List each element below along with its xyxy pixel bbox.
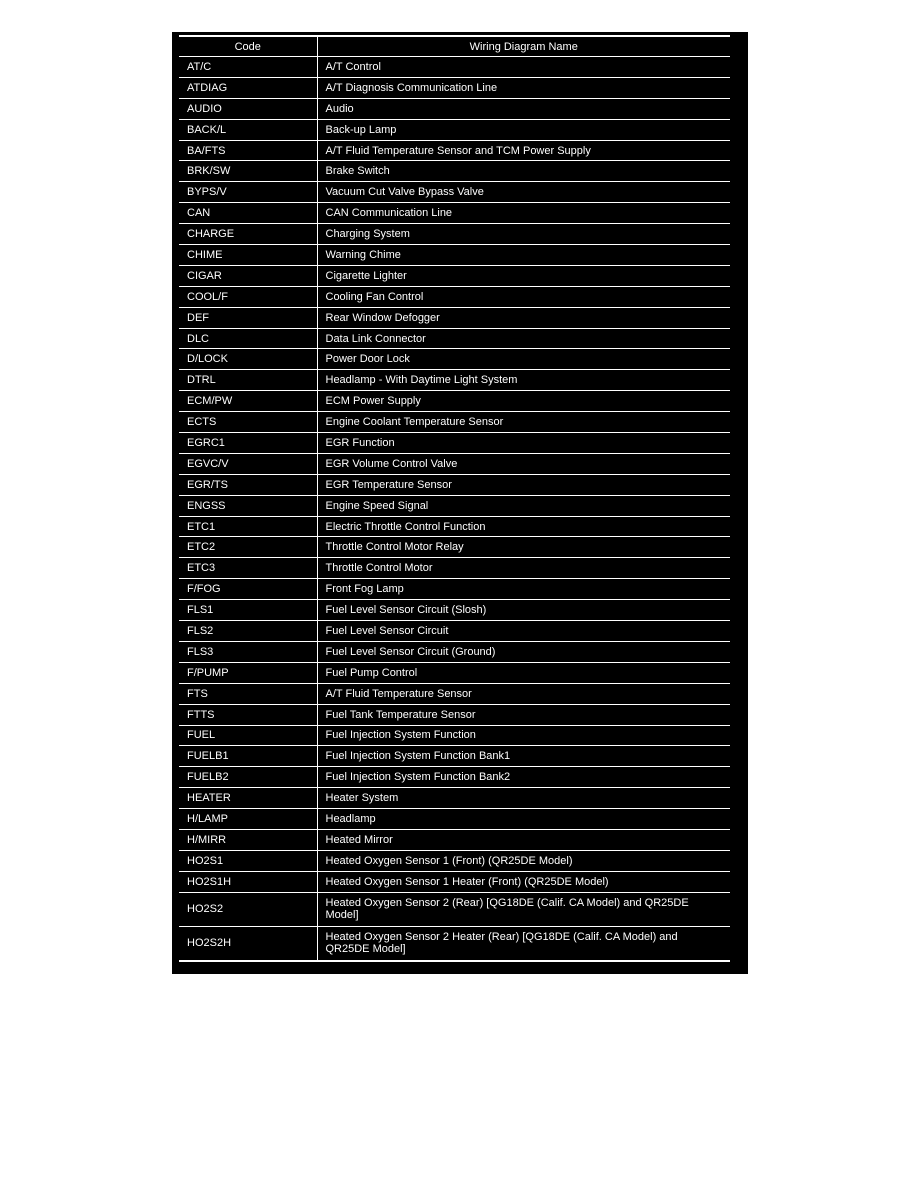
table-row: [179, 926, 730, 961]
row-code: FLS2: [179, 621, 317, 642]
row-wiring-diagram-name: A/T Diagnosis Communication Line: [317, 77, 730, 98]
row-code: CHIME: [179, 245, 317, 266]
row-wiring-diagram-name: Heated Oxygen Sensor 2 (Rear) [QG18DE (Calif. CA Model) and QR25DE Model]: [317, 892, 730, 926]
table-row: [179, 850, 730, 871]
table-row: [179, 474, 730, 495]
table-row: [179, 579, 730, 600]
row-code: FTTS: [179, 704, 317, 725]
row-code: AUDIO: [179, 98, 317, 119]
row-code: COOL/F: [179, 286, 317, 307]
row-code: CAN: [179, 203, 317, 224]
table-row: [179, 495, 730, 516]
row-wiring-diagram-name: Throttle Control Motor Relay: [317, 537, 730, 558]
table-row: [179, 537, 730, 558]
table-row: [179, 767, 730, 788]
row-wiring-diagram-name: Back-up Lamp: [317, 119, 730, 140]
row-code: HO2S2: [179, 892, 317, 926]
row-wiring-diagram-name: A/T Control: [317, 57, 730, 78]
table-row: [179, 265, 730, 286]
table-row: [179, 224, 730, 245]
row-code: ATDIAG: [179, 77, 317, 98]
row-wiring-diagram-name: Cigarette Lighter: [317, 265, 730, 286]
row-wiring-diagram-name: Headlamp - With Daytime Light System: [317, 370, 730, 391]
row-code: FTS: [179, 683, 317, 704]
row-wiring-diagram-name: Fuel Injection System Function Bank2: [317, 767, 730, 788]
row-code: EGRC1: [179, 433, 317, 454]
row-wiring-diagram-name: Fuel Level Sensor Circuit (Slosh): [317, 600, 730, 621]
row-wiring-diagram-name: ECM Power Supply: [317, 391, 730, 412]
header-code: Code: [179, 36, 317, 57]
table-row: [179, 829, 730, 850]
row-wiring-diagram-name: A/T Fluid Temperature Sensor and TCM Power Supply: [317, 140, 730, 161]
row-wiring-diagram-name: Data Link Connector: [317, 328, 730, 349]
row-code: D/LOCK: [179, 349, 317, 370]
table-row: [179, 286, 730, 307]
row-wiring-diagram-name: Headlamp: [317, 809, 730, 830]
row-wiring-diagram-name: Heated Oxygen Sensor 2 Heater (Rear) [QG18DE (Calif. CA Model) and QR25DE Model]: [317, 926, 730, 961]
row-code: HO2S1: [179, 850, 317, 871]
code-table-panel: [172, 32, 748, 974]
row-code: BYPS/V: [179, 182, 317, 203]
row-code: FUELB2: [179, 767, 317, 788]
row-code: FLS1: [179, 600, 317, 621]
row-wiring-diagram-name: Cooling Fan Control: [317, 286, 730, 307]
row-code: ETC3: [179, 558, 317, 579]
row-code: H/MIRR: [179, 829, 317, 850]
row-code: ETC2: [179, 537, 317, 558]
header-wiring-diagram-name: Wiring Diagram Name: [317, 36, 730, 57]
row-code: ECTS: [179, 412, 317, 433]
row-wiring-diagram-name: Fuel Injection System Function Bank1: [317, 746, 730, 767]
table-row: [179, 641, 730, 662]
table-row: [179, 182, 730, 203]
table-row: [179, 77, 730, 98]
table-row: [179, 391, 730, 412]
row-code: DLC: [179, 328, 317, 349]
table-row: [179, 809, 730, 830]
table-row: [179, 558, 730, 579]
table-row: [179, 119, 730, 140]
table-row: [179, 433, 730, 454]
row-wiring-diagram-name: Engine Speed Signal: [317, 495, 730, 516]
table-row: [179, 203, 730, 224]
row-wiring-diagram-name: CAN Communication Line: [317, 203, 730, 224]
row-wiring-diagram-name: Fuel Level Sensor Circuit: [317, 621, 730, 642]
row-code: F/FOG: [179, 579, 317, 600]
row-code: HEATER: [179, 788, 317, 809]
row-wiring-diagram-name: Front Fog Lamp: [317, 579, 730, 600]
row-wiring-diagram-name: A/T Fluid Temperature Sensor: [317, 683, 730, 704]
row-code: FLS3: [179, 641, 317, 662]
row-code: DTRL: [179, 370, 317, 391]
table-row: [179, 349, 730, 370]
row-code: BA/FTS: [179, 140, 317, 161]
row-wiring-diagram-name: Vacuum Cut Valve Bypass Valve: [317, 182, 730, 203]
table-row: [179, 621, 730, 642]
row-code: HO2S1H: [179, 871, 317, 892]
row-code: H/LAMP: [179, 809, 317, 830]
row-code: HO2S2H: [179, 926, 317, 961]
row-wiring-diagram-name: Audio: [317, 98, 730, 119]
table-row: [179, 328, 730, 349]
row-code: BRK/SW: [179, 161, 317, 182]
table-row: [179, 683, 730, 704]
row-wiring-diagram-name: Heated Oxygen Sensor 1 Heater (Front) (QR25DE Model): [317, 871, 730, 892]
row-wiring-diagram-name: Fuel Level Sensor Circuit (Ground): [317, 641, 730, 662]
row-wiring-diagram-name: Warning Chime: [317, 245, 730, 266]
row-code: EGVC/V: [179, 453, 317, 474]
row-code: F/PUMP: [179, 662, 317, 683]
table-body: [179, 57, 730, 961]
wiring-code-table: [179, 35, 730, 962]
table-row: [179, 725, 730, 746]
table-row: [179, 600, 730, 621]
row-wiring-diagram-name: Charging System: [317, 224, 730, 245]
table-row: [179, 412, 730, 433]
row-wiring-diagram-name: EGR Volume Control Valve: [317, 453, 730, 474]
table-row: [179, 370, 730, 391]
row-code: ENGSS: [179, 495, 317, 516]
row-wiring-diagram-name: Electric Throttle Control Function: [317, 516, 730, 537]
row-wiring-diagram-name: Fuel Tank Temperature Sensor: [317, 704, 730, 725]
table-row: [179, 453, 730, 474]
table-row: [179, 140, 730, 161]
table-row: [179, 871, 730, 892]
row-code: ECM/PW: [179, 391, 317, 412]
row-code: CIGAR: [179, 265, 317, 286]
table-row: [179, 516, 730, 537]
row-wiring-diagram-name: Heater System: [317, 788, 730, 809]
row-wiring-diagram-name: Brake Switch: [317, 161, 730, 182]
row-code: DEF: [179, 307, 317, 328]
row-wiring-diagram-name: Throttle Control Motor: [317, 558, 730, 579]
table-row: [179, 307, 730, 328]
table-row: [179, 704, 730, 725]
row-wiring-diagram-name: Fuel Injection System Function: [317, 725, 730, 746]
row-wiring-diagram-name: Heated Mirror: [317, 829, 730, 850]
row-wiring-diagram-name: EGR Function: [317, 433, 730, 454]
row-wiring-diagram-name: Fuel Pump Control: [317, 662, 730, 683]
table-row: [179, 245, 730, 266]
row-wiring-diagram-name: Heated Oxygen Sensor 1 (Front) (QR25DE Model): [317, 850, 730, 871]
row-wiring-diagram-name: Rear Window Defogger: [317, 307, 730, 328]
row-code: BACK/L: [179, 119, 317, 140]
table-row: [179, 57, 730, 78]
row-code: FUEL: [179, 725, 317, 746]
table-row: [179, 98, 730, 119]
table-row: [179, 892, 730, 926]
row-code: AT/C: [179, 57, 317, 78]
row-code: FUELB1: [179, 746, 317, 767]
row-wiring-diagram-name: EGR Temperature Sensor: [317, 474, 730, 495]
row-wiring-diagram-name: Engine Coolant Temperature Sensor: [317, 412, 730, 433]
row-code: CHARGE: [179, 224, 317, 245]
table-row: [179, 662, 730, 683]
row-code: ETC1: [179, 516, 317, 537]
table-row: [179, 788, 730, 809]
row-wiring-diagram-name: Power Door Lock: [317, 349, 730, 370]
table-row: [179, 746, 730, 767]
table-header-row: [179, 36, 730, 57]
table-row: [179, 161, 730, 182]
row-code: EGR/TS: [179, 474, 317, 495]
